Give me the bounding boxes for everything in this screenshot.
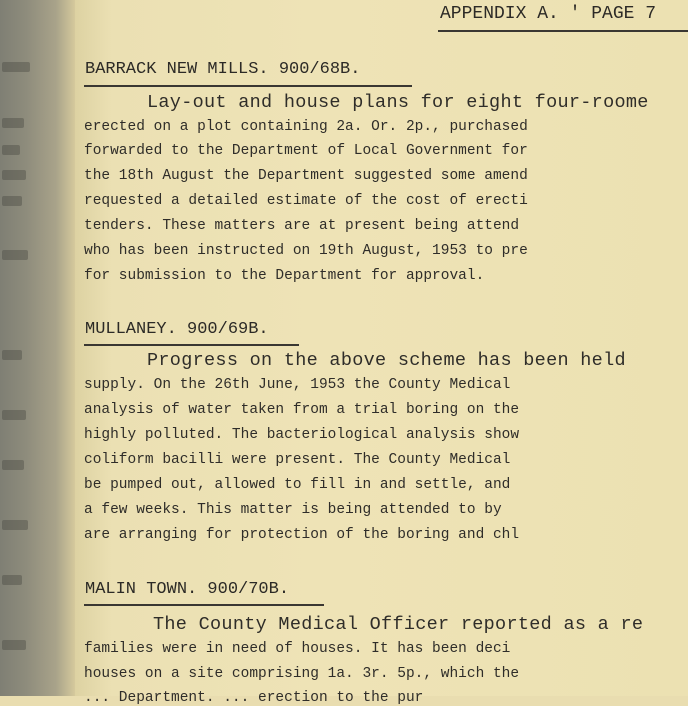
paragraph-line: be pumped out, allowed to fill in and settle, and xyxy=(84,477,511,493)
bleed-through-mark xyxy=(2,170,26,180)
bleed-through-mark xyxy=(2,520,28,530)
paragraph-line: coliform bacilli were present. The County Medical xyxy=(84,452,511,468)
paragraph-line: The County Medical Officer reported as a re xyxy=(153,614,644,635)
bleed-through-mark xyxy=(2,410,26,420)
paragraph-line: for submission to the Department for approval. xyxy=(84,268,485,284)
bleed-through-mark xyxy=(2,145,20,155)
binding-edge xyxy=(0,0,75,696)
section-underline xyxy=(84,85,412,87)
paragraph-line: houses on a site comprising 1a. 3r. 5p., which the xyxy=(84,666,520,682)
bleed-through-mark xyxy=(2,118,24,128)
bleed-through-mark xyxy=(2,250,28,260)
paragraph-line: ... Department. ... erection to the pur xyxy=(84,690,424,706)
section-underline xyxy=(84,604,324,606)
bleed-through-mark xyxy=(2,350,22,360)
section-underline xyxy=(84,344,299,346)
document-page xyxy=(75,0,688,706)
bleed-through-mark xyxy=(2,640,26,650)
paragraph-line: a few weeks. This matter is being attended to by xyxy=(84,502,502,518)
section-heading: MULLANEY. 900/69B. xyxy=(85,320,269,339)
paragraph-line: the 18th August the Department suggested some amend xyxy=(84,168,528,184)
bleed-through-mark xyxy=(2,62,30,72)
paragraph-line: supply. On the 26th June, 1953 the County Medical xyxy=(84,377,511,393)
paragraph-line: families were in need of houses. It has been deci xyxy=(84,641,511,657)
paragraph-line: requested a detailed estimate of the cost of erecti xyxy=(84,193,528,209)
paragraph-line: forwarded to the Department of Local Government for xyxy=(84,143,528,159)
paragraph-line: Progress on the above scheme has been held xyxy=(147,350,626,371)
bleed-through-mark xyxy=(2,196,22,206)
appendix-header: APPENDIX A. ' PAGE 7 xyxy=(440,4,657,24)
appendix-underline xyxy=(438,30,688,32)
paragraph-line: highly polluted. The bacteriological analysis show xyxy=(84,427,520,443)
section-heading: BARRACK NEW MILLS. 900/68B. xyxy=(85,60,361,79)
paragraph-line: Lay-out and house plans for eight four-roome xyxy=(147,92,649,113)
paragraph-line: who has been instructed on 19th August, 1953 to pre xyxy=(84,243,528,259)
bleed-through-mark xyxy=(2,575,22,585)
bleed-through-mark xyxy=(2,460,24,470)
paragraph-line: are arranging for protection of the boring and chl xyxy=(84,527,520,543)
paragraph-line: tenders. These matters are at present being attend xyxy=(84,218,520,234)
section-heading: MALIN TOWN. 900/70B. xyxy=(85,580,290,599)
paragraph-line: analysis of water taken from a trial boring on the xyxy=(84,402,520,418)
paragraph-line: erected on a plot containing 2a. Or. 2p., purchased xyxy=(84,119,528,135)
